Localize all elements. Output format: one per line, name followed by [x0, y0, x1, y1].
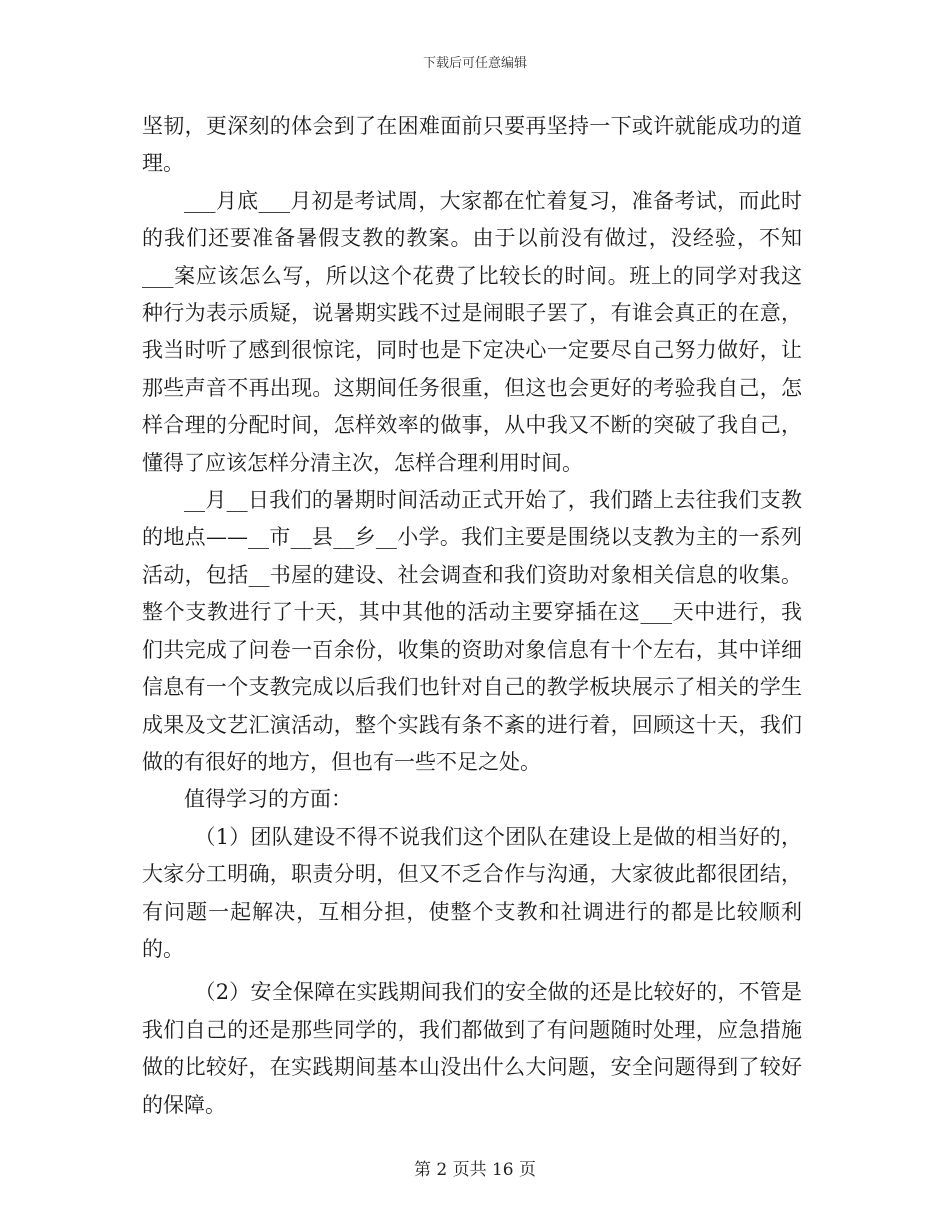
- document-body: [142, 108, 802, 1124]
- list-item-team-building: （1）团队建设不得不说我们这个团队在建设上是做的相当好的，大家分工明确，职责分明，但又不乏合作与沟通，大家彼此都很团结，有问题一起解决，互相分担，使整个支教和社调进行的都是比较顺利的。: [142, 824, 802, 961]
- paragraph-continuation: 坚韧，更深刻的体会到了在困难面前只要再坚持一下或许就能成功的道理。: [142, 114, 802, 176]
- page-header: 下载后可任意编辑: [422, 56, 527, 71]
- section-heading-learning-points: 值得学习的方面：: [184, 787, 352, 812]
- list-item-safety: （2）安全保障在实践期间我们的安全做的还是比较好的，不管是我们自己的还是那些同学的，我们都做到了有问题随时处理，应急措施做的比较好，在实践期间基本山没出什么大问题，安全问题得到了较好的保障。: [142, 980, 802, 1117]
- page-number-footer: 第 2 页共 16 页: [413, 1160, 537, 1180]
- paragraph-activity-start: __月__日我们的暑期时间活动正式开始了，我们踏上去往我们支教的地点——__市__县__乡__小学。我们主要是围绕以支教为主的一系列活动，包括__书屋的建设、社会调查和我们资助对象相关信息的收集。整个支教进行了十天，其中其他的活动主要穿插在这___天中进行，我们共完成了问卷一百余份，收集的资助对象信息有十个左右，其中详细信息有一个支教完成以后我们也针对自己的教学板块展示了相关的学生成果及文艺汇演活动，整个实践有条不紊的进行着，回顾这十天，我们做的有很好的地方，但也有一些不足之处。: [142, 488, 802, 774]
- paragraph-exam-week: ___月底___月初是考试周，大家都在忙着复习，准备考试，而此时的我们还要准备暑假支教的教案。由于以前没有做过，没经验，不知___案应该怎么写，所以这个花费了比较长的时间。班上的同学对我这种行为表示质疑，说暑期实践不过是闹眼子罢了，有谁会真正的在意，我当时听了感到很惊诧，同时也是下定决心一定要尽自己努力做好，让那些声音不再出现。这期间任务很重，但这也会更好的考验我自己，怎样合理的分配时间，怎样效率的做事，从中我又不断的突破了我自己，懂得了应该怎样分清主次，怎样合理利用时间。: [142, 188, 802, 475]
